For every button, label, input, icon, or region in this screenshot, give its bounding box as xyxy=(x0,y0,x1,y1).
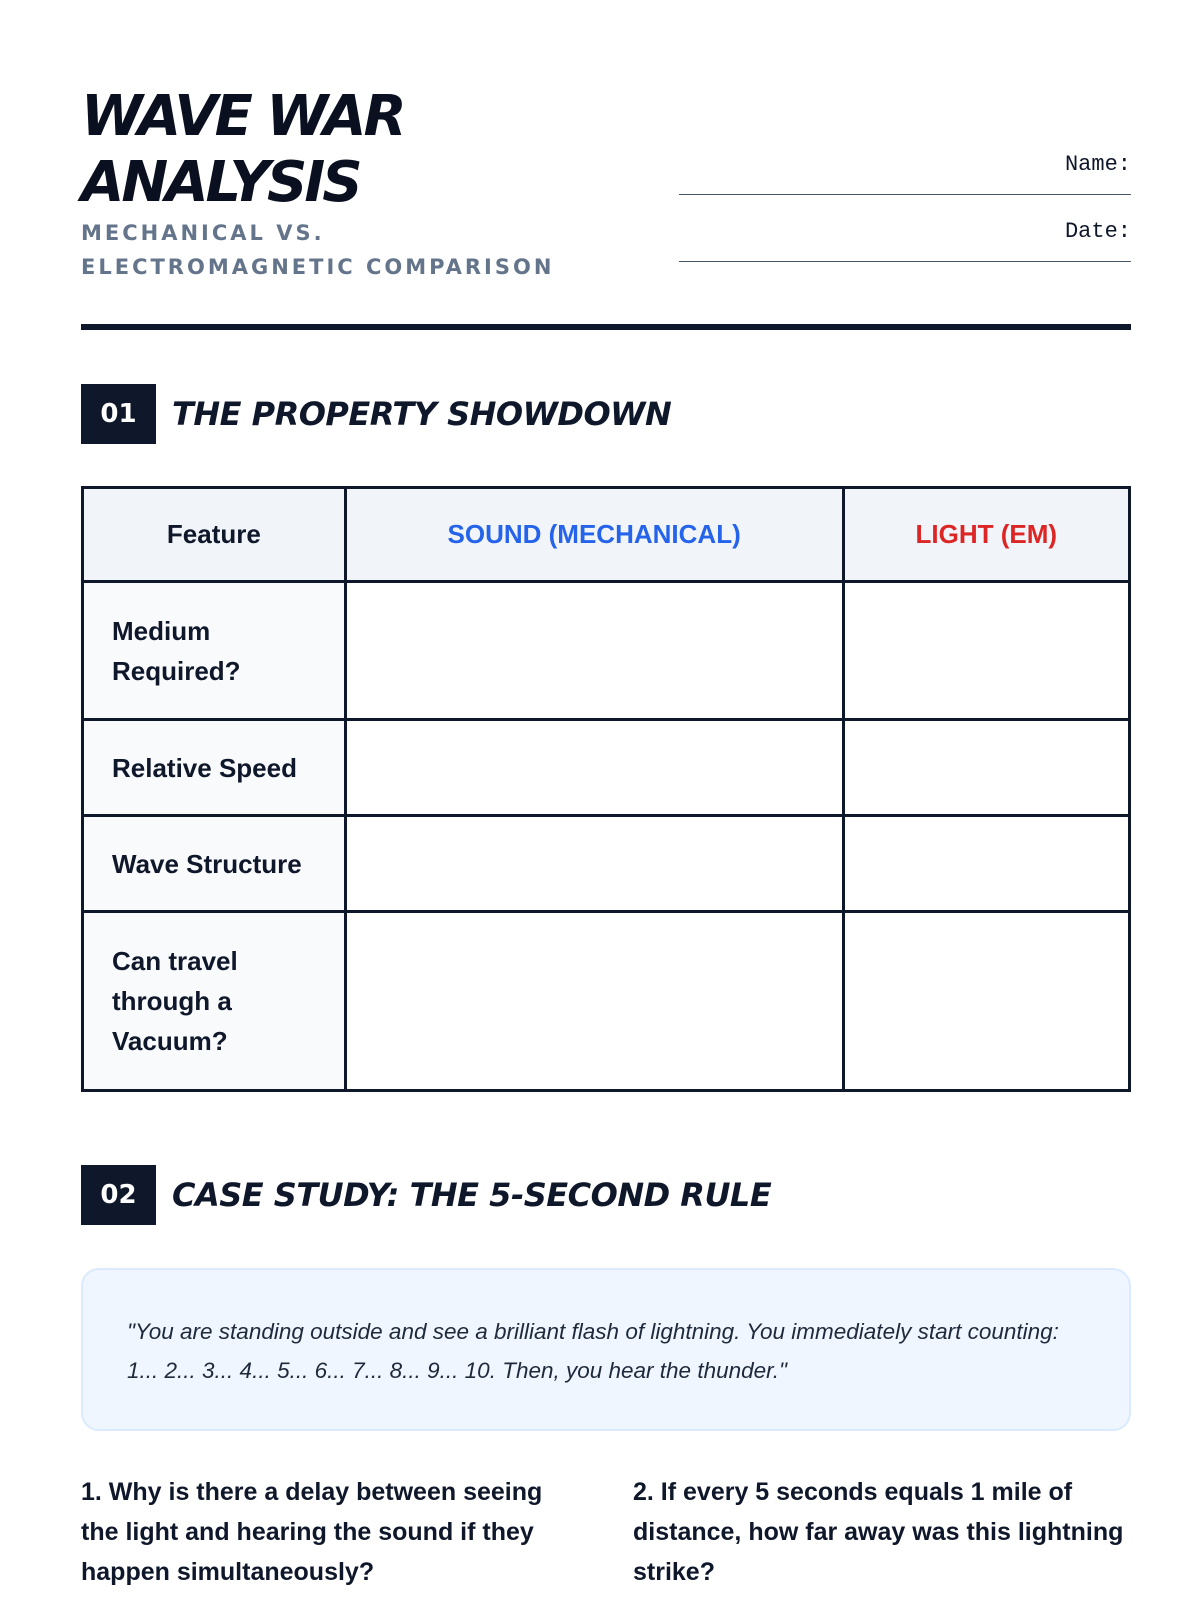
date-input-line[interactable] xyxy=(679,247,1131,262)
feature-cell: Medium Required? xyxy=(83,582,346,720)
light-answer-cell[interactable] xyxy=(843,912,1130,1091)
name-label: Name: xyxy=(1064,152,1131,177)
worksheet-title: WAVE WAR ANALYSIS xyxy=(81,84,404,215)
feature-cell: Relative Speed xyxy=(83,720,346,816)
table-row xyxy=(83,720,1130,816)
column-header-light: LIGHT (EM) xyxy=(843,488,1130,582)
sound-answer-cell[interactable] xyxy=(345,816,843,912)
section-2-number-badge: 02 xyxy=(81,1165,156,1225)
section-2-title: CASE STUDY: THE 5-SECOND RULE xyxy=(172,1176,772,1214)
question-1: 1. Why is there a delay between seeing the light and hearing the sound if they happen simultaneously? xyxy=(81,1478,543,1586)
name-input-line[interactable] xyxy=(679,180,1131,195)
feature-cell: Wave Structure xyxy=(83,816,346,912)
worksheet-subtitle: MECHANICAL VS. ELECTROMAGNETIC COMPARISON xyxy=(81,221,555,279)
case-study-scenario: "You are standing outside and see a brilliant flash of lightning. You immediately start counting: 1... 2... 3... 4... 5... 6... 7... 8... 9... 10. Then, you hear the thunder." xyxy=(127,1319,1059,1383)
light-answer-cell[interactable] xyxy=(843,816,1130,912)
table-header-row xyxy=(83,488,1130,582)
section-2-header xyxy=(81,1165,1131,1225)
sound-answer-cell[interactable] xyxy=(345,720,843,816)
column-header-sound: SOUND (MECHANICAL) xyxy=(345,488,843,582)
table-row xyxy=(83,582,1130,720)
table-row xyxy=(83,816,1130,912)
section-1-title: THE PROPERTY SHOWDOWN xyxy=(172,395,672,433)
light-answer-cell[interactable] xyxy=(843,582,1130,720)
table-row xyxy=(83,912,1130,1091)
date-label: Date: xyxy=(1064,219,1131,244)
section-1-number-badge: 01 xyxy=(81,384,156,444)
question-2: 2. If every 5 seconds equals 1 mile of distance, how far away was this lightning strike? xyxy=(633,1478,1124,1586)
case-study-box xyxy=(81,1268,1131,1431)
column-header-feature: Feature xyxy=(83,488,346,582)
section-1-header xyxy=(81,384,1131,444)
worksheet-header xyxy=(81,84,1131,324)
header-divider xyxy=(81,324,1131,330)
sound-answer-cell[interactable] xyxy=(345,912,843,1091)
property-comparison-table xyxy=(81,486,1131,1092)
date-field[interactable] xyxy=(679,217,1131,262)
name-field[interactable] xyxy=(679,150,1131,195)
feature-cell: Can travel through a Vacuum? xyxy=(83,912,346,1091)
sound-answer-cell[interactable] xyxy=(345,582,843,720)
light-answer-cell[interactable] xyxy=(843,720,1130,816)
